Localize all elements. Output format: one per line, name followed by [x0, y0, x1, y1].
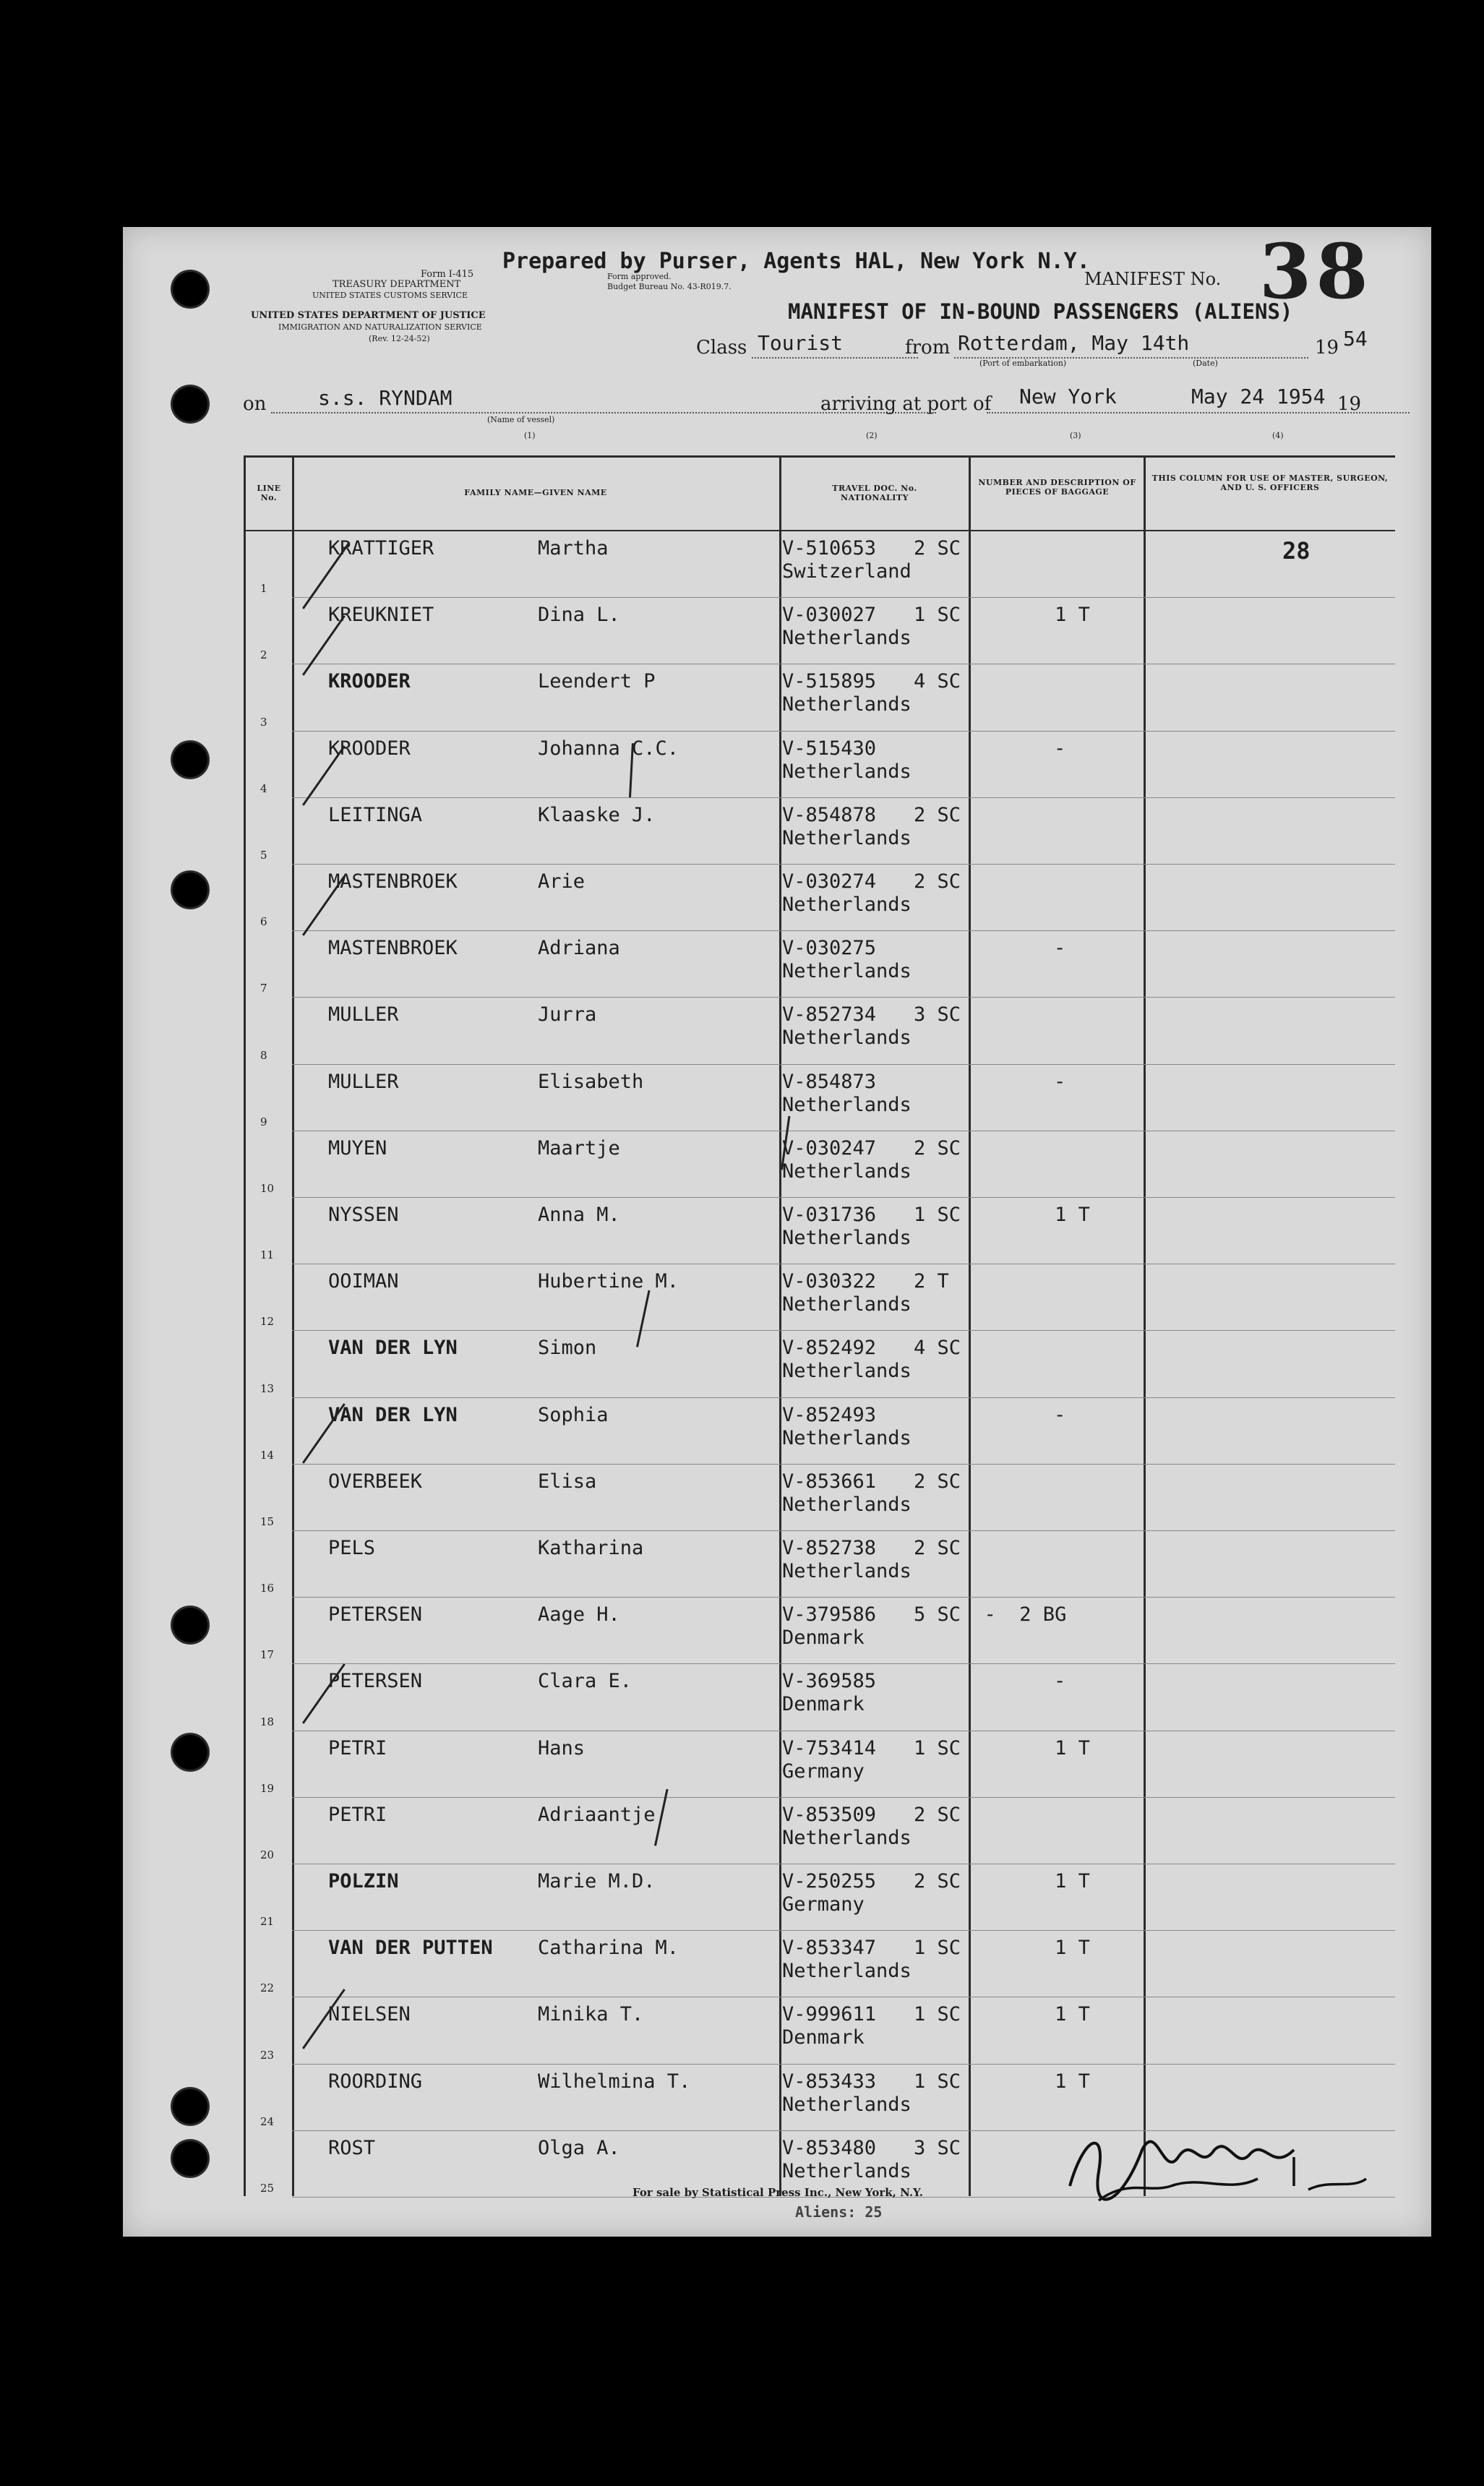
baggage: 2 SC	[914, 537, 961, 560]
col2-caption: (2)	[866, 431, 878, 440]
travel-doc-number: V-515895	[782, 670, 877, 693]
given-name: Arie	[538, 870, 586, 893]
line-number: 18	[260, 1715, 275, 1728]
given-name: Elisa	[538, 1470, 597, 1493]
line-number: 3	[260, 715, 267, 729]
nationality: Netherlands	[782, 1026, 912, 1050]
table-row	[246, 998, 1395, 1064]
table-row	[246, 1131, 1395, 1198]
form-revision: (Rev. 12-24-52)	[369, 334, 430, 343]
travel-doc-number: V-030322	[782, 1270, 877, 1293]
nationality: Netherlands	[782, 1960, 912, 1983]
travel-doc-number: V-250255	[782, 1870, 877, 1893]
given-name: Olga A.	[538, 2136, 620, 2159]
given-name: Anna M.	[538, 1204, 620, 1226]
line-number: 20	[260, 1848, 275, 1861]
arriving-label: arriving at port of	[820, 393, 992, 415]
given-name: Wilhelmina T.	[538, 2070, 691, 2093]
baggage: 4 SC	[914, 670, 961, 693]
table-row	[246, 1198, 1395, 1264]
punch-hole	[173, 2089, 207, 2124]
travel-doc-number: V-030247	[782, 1136, 877, 1160]
officer-signature	[1055, 2106, 1373, 2215]
line-number: 10	[260, 1181, 275, 1195]
manifest-number: 38	[1259, 227, 1373, 316]
prepared-by: Prepared by Purser, Agents HAL, New York N.Y.	[502, 249, 1090, 274]
travel-doc-number: V-369585	[782, 1670, 877, 1693]
family-name: PETERSEN	[328, 1603, 423, 1626]
family-name: PETRI	[328, 1736, 387, 1760]
line-number: 1	[260, 582, 267, 596]
officer-note: 28	[1282, 537, 1311, 565]
table-row	[246, 1465, 1395, 1531]
given-name: Johanna C.C.	[538, 737, 679, 760]
from-label: from	[905, 337, 951, 359]
line-number: 21	[260, 1915, 275, 1929]
family-name: NIELSEN	[328, 2003, 411, 2026]
manifest-title: MANIFEST OF IN-BOUND PASSENGERS (ALIENS)	[788, 299, 1293, 324]
treasury-department: TREASURY DEPARTMENT	[333, 279, 461, 290]
table-row	[246, 1864, 1395, 1931]
given-name: Katharina	[538, 1537, 644, 1559]
family-name: PETRI	[328, 1803, 387, 1826]
baggage: 2 SC 1 T	[914, 1870, 1090, 1893]
col1-caption: (1)	[524, 431, 536, 440]
travel-doc-number: V-853347	[782, 1937, 877, 1960]
punch-hole	[173, 2141, 207, 2176]
line-number: 12	[260, 1315, 275, 1329]
line-number: 22	[260, 1981, 275, 1995]
nationality: Netherlands	[782, 1560, 912, 1582]
given-name: Aage H.	[538, 1603, 620, 1626]
baggage: 2 SC	[914, 1136, 961, 1160]
family-name: PETERSEN	[328, 1670, 423, 1693]
travel-doc-number: V-379586	[782, 1603, 877, 1626]
table-row	[246, 1931, 1395, 1997]
family-name: ROST	[328, 2136, 376, 2159]
travel-doc-number: V-853433	[782, 2070, 877, 2093]
line-number: 2	[260, 648, 267, 662]
travel-doc-number: V-510653	[782, 537, 877, 560]
table-row	[246, 931, 1395, 998]
punch-hole	[173, 387, 207, 421]
travel-doc-number: V-030275	[782, 937, 877, 960]
baggage: -	[1054, 737, 1066, 760]
baggage: 1 SC 1 T	[914, 2070, 1090, 2093]
table-row	[246, 1065, 1395, 1131]
punch-hole	[173, 742, 207, 777]
header-line-no: LINE No.	[257, 484, 281, 502]
baggage: 2 SC	[914, 870, 961, 893]
vessel-caption: (Name of vessel)	[487, 415, 555, 424]
travel-doc-number: V-853480	[782, 2136, 877, 2159]
baggage: 2 T	[914, 1270, 949, 1293]
travel-doc-number: V-853509	[782, 1803, 877, 1826]
family-name: ROORDING	[328, 2070, 423, 2093]
nationality: Denmark	[782, 1626, 865, 1650]
line-number: 16	[260, 1582, 275, 1595]
nationality: Germany	[782, 1760, 865, 1783]
given-name: Simon	[538, 1337, 597, 1360]
table-row	[246, 1331, 1395, 1397]
immigration-service: IMMIGRATION AND NATURALIZATION SERVICE	[278, 322, 482, 332]
year-suffix: 19	[1337, 393, 1362, 415]
nationality: Netherlands	[782, 760, 912, 783]
baggage: 2 SC	[914, 1537, 961, 1559]
header-travel-doc: TRAVEL DOC. No. NATIONALITY	[832, 484, 917, 502]
baggage: 5 SC - 2 BG	[914, 1603, 1067, 1626]
given-name: Minika T.	[538, 2003, 644, 2026]
travel-doc-number: V-852734	[782, 1003, 877, 1026]
arrival-port: New York	[1019, 385, 1117, 408]
baggage: 4 SC	[914, 1337, 961, 1360]
punch-hole	[173, 873, 207, 907]
given-name: Adriaantje	[538, 1803, 656, 1826]
printer-note: For sale by Statistical Press Inc., New York, N.Y.	[632, 2186, 924, 2199]
family-name: PELS	[328, 1537, 376, 1559]
baggage: 2 SC	[914, 1470, 961, 1493]
table-row	[246, 1598, 1395, 1664]
from-value: Rotterdam, May 14th	[958, 331, 1190, 355]
given-name: Maartje	[538, 1136, 620, 1160]
table-row	[246, 1731, 1395, 1798]
budget-bureau: Budget Bureau No. 43-R019.7.	[607, 282, 732, 291]
nationality: Netherlands	[782, 693, 912, 716]
travel-doc-number: V-852738	[782, 1537, 877, 1559]
baggage: -	[1054, 1403, 1066, 1426]
family-name: OOIMAN	[328, 1270, 399, 1293]
given-name: Marie M.D.	[538, 1870, 656, 1893]
travel-doc-number: V-852493	[782, 1403, 877, 1426]
passenger-rows	[246, 531, 1395, 2194]
baggage: 1 SC 1 T	[914, 1204, 1090, 1226]
travel-doc-number: V-852492	[782, 1337, 877, 1360]
vessel-name: s.s. RYNDAM	[318, 386, 453, 410]
line-number: 13	[260, 1381, 275, 1395]
family-name: KROODER	[328, 670, 411, 693]
travel-doc-number: V-030027	[782, 604, 877, 627]
nationality: Netherlands	[782, 1227, 912, 1249]
nationality: Netherlands	[782, 1360, 912, 1383]
given-name: Klaaske J.	[538, 803, 656, 826]
year-prefix: 19	[1315, 337, 1339, 359]
line-number: 11	[260, 1248, 275, 1262]
on-label: on	[243, 393, 267, 415]
date-caption: (Date)	[1193, 359, 1218, 368]
family-name: POLZIN	[328, 1870, 399, 1893]
travel-doc-number: V-753414	[782, 1736, 877, 1760]
given-name: Dina L.	[538, 604, 620, 627]
travel-doc-number: V-853661	[782, 1470, 877, 1493]
family-name: KRATTIGER	[328, 537, 434, 560]
header-name: FAMILY NAME—GIVEN NAME	[464, 488, 607, 497]
baggage: 2 SC	[914, 1803, 961, 1826]
col3-caption: (3)	[1070, 431, 1081, 440]
baggage: -	[1054, 1670, 1066, 1693]
table-row	[246, 664, 1395, 731]
table-row	[246, 1664, 1395, 1731]
nationality: Netherlands	[782, 960, 912, 983]
given-name: Hubertine M.	[538, 1270, 679, 1293]
table-row	[246, 531, 1395, 598]
baggage: 2 SC	[914, 803, 961, 826]
punch-hole	[173, 1608, 207, 1642]
line-number: 5	[260, 848, 267, 862]
nationality: Netherlands	[782, 826, 912, 849]
nationality: Netherlands	[782, 1093, 912, 1116]
line-number: 17	[260, 1648, 275, 1662]
family-name: LEITINGA	[328, 803, 423, 826]
class-value: Tourist	[758, 331, 844, 355]
manifest-page	[123, 227, 1431, 2237]
family-name: MULLER	[328, 1070, 399, 1093]
nationality: Netherlands	[782, 1293, 912, 1316]
travel-doc-number: V-031736	[782, 1204, 877, 1226]
family-name: KREUKNIET	[328, 604, 434, 627]
family-name: VAN DER PUTTEN	[328, 1937, 493, 1960]
family-name: VAN DER LYN	[328, 1337, 458, 1360]
baggage: 1 SC 1 T	[914, 1937, 1090, 1960]
line-number: 4	[260, 781, 267, 795]
dept-of-justice: UNITED STATES DEPARTMENT OF JUSTICE	[251, 310, 486, 321]
port-embark-caption: (Port of embarkation)	[979, 359, 1067, 368]
baggage: 3 SC	[914, 1003, 961, 1026]
line-number: 15	[260, 1514, 275, 1528]
header-officers: THIS COLUMN FOR USE OF MASTER, SURGEON, AND U. S. OFFICERS	[1151, 473, 1389, 492]
aliens-count: Aliens: 25	[795, 2203, 883, 2221]
given-name: Jurra	[538, 1003, 597, 1026]
nationality: Netherlands	[782, 1493, 912, 1516]
line-number: 25	[260, 2181, 275, 2195]
table-row	[246, 1997, 1395, 2064]
nationality: Netherlands	[782, 2093, 912, 2116]
year-value: 54	[1343, 327, 1368, 351]
nationality: Switzerland	[782, 560, 912, 583]
passenger-table	[244, 455, 1395, 2196]
table-row	[246, 1398, 1395, 1465]
given-name: Leendert P	[538, 670, 656, 693]
line-number: 8	[260, 1048, 267, 1062]
baggage: -	[1054, 1070, 1066, 1093]
table-row	[246, 1531, 1395, 1598]
baggage: 3 SC	[914, 2136, 961, 2159]
family-name: OVERBEEK	[328, 1470, 423, 1493]
table-row	[246, 1798, 1395, 1864]
customs-service: UNITED STATES CUSTOMS SERVICE	[312, 291, 468, 300]
family-name: MULLER	[328, 1003, 399, 1026]
given-name: Elisabeth	[538, 1070, 644, 1093]
line-number: 24	[260, 2114, 275, 2128]
manifest-no-label: MANIFEST No.	[1084, 269, 1222, 289]
baggage: 1 SC 1 T	[914, 604, 1090, 627]
arrival-date: May 24 1954	[1191, 385, 1326, 408]
nationality: Denmark	[782, 1693, 865, 1716]
given-name: Clara E.	[538, 1670, 632, 1693]
line-number: 7	[260, 982, 267, 995]
given-name: Martha	[538, 537, 609, 560]
header-baggage: NUMBER AND DESCRIPTION OF PIECES OF BAGGAGE	[978, 478, 1136, 497]
nationality: Denmark	[782, 2026, 865, 2049]
travel-doc-number: V-854873	[782, 1070, 877, 1093]
nationality: Netherlands	[782, 2159, 912, 2182]
line-number: 23	[260, 2048, 275, 2062]
nationality: Netherlands	[782, 893, 912, 916]
line-number: 14	[260, 1448, 275, 1462]
form-number: Form I-415	[421, 269, 474, 280]
family-name: NYSSEN	[328, 1204, 399, 1226]
nationality: Netherlands	[782, 1426, 912, 1449]
table-row	[246, 1264, 1395, 1331]
baggage: 1 SC 1 T	[914, 2003, 1090, 2026]
given-name: Sophia	[538, 1403, 609, 1426]
col4-caption: (4)	[1272, 431, 1284, 440]
family-name: VAN DER LYN	[328, 1403, 458, 1426]
family-name: MASTENBROEK	[328, 870, 458, 893]
family-name: MASTENBROEK	[328, 937, 458, 960]
given-name: Hans	[538, 1736, 586, 1760]
nationality: Netherlands	[782, 627, 912, 650]
punch-hole	[173, 1735, 207, 1770]
given-name: Catharina M.	[538, 1937, 679, 1960]
travel-doc-number: V-854878	[782, 803, 877, 826]
travel-doc-number: V-999611	[782, 2003, 877, 2026]
family-name: KROODER	[328, 737, 411, 760]
baggage: 1 SC 1 T	[914, 1736, 1090, 1760]
nationality: Netherlands	[782, 1160, 912, 1183]
nationality: Netherlands	[782, 1826, 912, 1849]
travel-doc-number: V-030274	[782, 870, 877, 893]
given-name: Adriana	[538, 937, 620, 960]
punch-hole	[173, 272, 207, 307]
family-name: MUYEN	[328, 1136, 387, 1160]
line-number: 19	[260, 1781, 275, 1795]
form-approved: Form approved.	[607, 272, 672, 281]
line-number: 9	[260, 1115, 267, 1128]
class-label: Class	[696, 337, 747, 359]
table-row	[246, 598, 1395, 664]
nationality: Germany	[782, 1893, 865, 1916]
table-row	[246, 732, 1395, 798]
baggage: -	[1054, 937, 1066, 960]
table-row	[246, 798, 1395, 865]
table-row	[246, 865, 1395, 931]
line-number: 6	[260, 915, 267, 929]
travel-doc-number: V-515430	[782, 737, 877, 760]
